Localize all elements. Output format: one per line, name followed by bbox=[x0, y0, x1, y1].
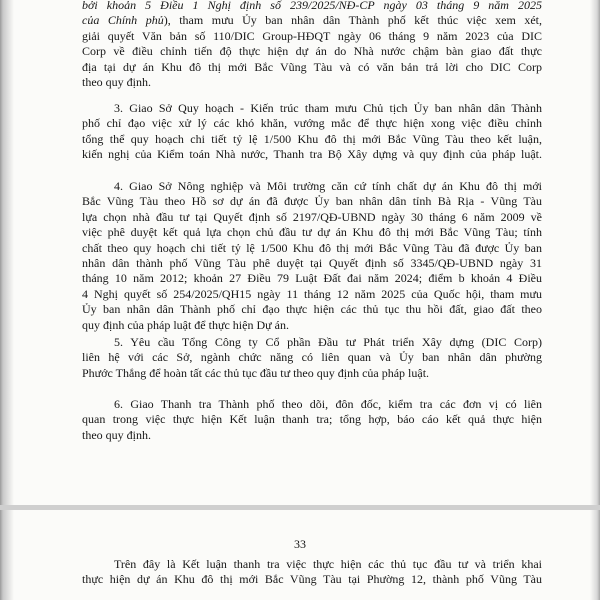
text-line: quan trong việc thực hiện Kết luận thanh tra; tổng hợp, báo cáo kết quả thực hiện bbox=[82, 412, 542, 427]
italic-reference: của Chính phủ bbox=[82, 13, 164, 28]
page-right-edge-shadow bbox=[590, 0, 600, 505]
text-line: liên hệ với các Sở, ngành chức năng có liên quan và Ủy ban nhân dân phường bbox=[82, 350, 542, 365]
continued-paragraph bbox=[82, 0, 542, 90]
page-left-edge-shadow bbox=[0, 0, 14, 505]
text-line: Ủy ban nhân dân Thành phố chỉ đạo thực hiện các thủ tục thu hồi đất, giao đất theo bbox=[82, 302, 542, 317]
text-line: việc phê duyệt kết quả lựa chọn chủ đầu tư dự án Khu đô thị mới Bắc Vũng Tàu; tính bbox=[82, 225, 542, 240]
page-number: 33 bbox=[294, 537, 306, 551]
page-right-edge-shadow bbox=[590, 510, 600, 600]
text-line: Bắc Vũng Tàu theo Hồ sơ dự án đã được Ủy ban nhân dân tỉnh Bà Rịa - Vũng Tàu bbox=[82, 194, 542, 209]
text-line: lựa chọn nhà đầu tư tại Quyết định số 2197/QĐ-UBND ngày 30 tháng 6 năm 2009 về bbox=[82, 209, 542, 224]
text-line: 4 Nghị quyết số 254/2025/QH15 ngày 11 tháng 12 năm 2025 của Quốc hội, tham mưu bbox=[82, 286, 542, 301]
text-line: 4. Giao Sở Nông nghiệp và Môi trường căn cứ tính chất dự án Khu đô thị mới bbox=[114, 179, 542, 193]
text-line: quy định của pháp luật để thực hiện Dự án. bbox=[82, 317, 289, 332]
paragraph-4 bbox=[82, 179, 542, 333]
text-line: 3. Giao Sở Quy hoạch - Kiến trúc tham mưu Chủ tịch Ủy ban nhân dân Thành bbox=[114, 101, 542, 115]
text-line: 5. Yêu cầu Tổng Công ty Cổ phần Đầu tư Phát triển Xây dựng (DIC Corp) bbox=[114, 335, 542, 349]
closing-paragraph bbox=[82, 557, 542, 588]
text-fragment: ), tham mưu Ủy ban nhân dân Thành phố kết thúc việc xem xét, bbox=[163, 13, 542, 28]
paragraph-6 bbox=[82, 397, 542, 443]
text-line: theo quy định. bbox=[82, 427, 151, 442]
text-line bbox=[82, 13, 542, 28]
text-line: thực hiện dự án Khu đô thị mới Bắc Vũng Tàu tại Phường 12, thành phố Vũng Tàu bbox=[82, 572, 542, 587]
text-line: Trên đây là Kết luận thanh tra việc thực hiện các thủ tục đầu tư và triển khai bbox=[114, 557, 542, 571]
text-line: phố chỉ đạo việc xử lý các khó khăn, vướng mắc để thực hiện xong việc điều chỉnh bbox=[82, 116, 542, 131]
text-line: chất theo quy hoạch chi tiết tỷ lệ 1/500 Khu đô thị mới Bắc Vũng Tàu đã được Ủy ban bbox=[82, 240, 542, 255]
text-line: nhân dân thành phố Vũng Tàu phê duyệt tại Quyết định số 3345/QĐ-UBND ngày 31 bbox=[82, 255, 542, 270]
document-page-33 bbox=[0, 510, 600, 600]
text-line: tháng 10 năm 2012; khoản 27 Điều 79 Luật Đất đai năm 2024; điểm b khoản 4 Điều bbox=[82, 271, 542, 286]
text-line: bởi khoản 5 Điều 1 Nghị định số 239/2025/NĐ-CP ngày 03 tháng 9 năm 2025 bbox=[82, 0, 542, 12]
text-line: theo quy định. bbox=[82, 74, 151, 89]
text-line: 6. Giao Thanh tra Thành phố theo dõi, đôn đốc, kiểm tra các đơn vị có liên bbox=[114, 397, 542, 411]
text-line: Phước Thắng để hoàn tất các thủ tục đầu tư theo quy định của pháp luật. bbox=[82, 365, 430, 380]
text-line: giải quyết Văn bản số 110/DIC Group-HĐQT ngày 06 tháng 9 năm 2023 của DIC bbox=[82, 28, 542, 43]
page-left-edge-shadow bbox=[0, 510, 14, 600]
text-line: địa tại dự án Khu đô thị mới Bắc Vũng Tàu và có văn bản trả lời cho DIC Corp bbox=[82, 59, 542, 74]
paragraph-5 bbox=[82, 335, 542, 381]
text-line: tổng thể quy hoạch chi tiết tỷ lệ 1/500 Khu đô thị mới Bắc Vũng Tàu theo kết luận, bbox=[82, 131, 542, 146]
text-line: kiến nghị của Kiểm toán Nhà nước, Thanh tra Bộ Xây dựng và quy định của pháp luật. bbox=[82, 147, 542, 162]
text-line: Corp về điều chỉnh tiến độ thực hiện dự án do Nhà nước chậm bàn giao đất thực bbox=[82, 44, 542, 59]
paragraph-3 bbox=[82, 101, 542, 163]
